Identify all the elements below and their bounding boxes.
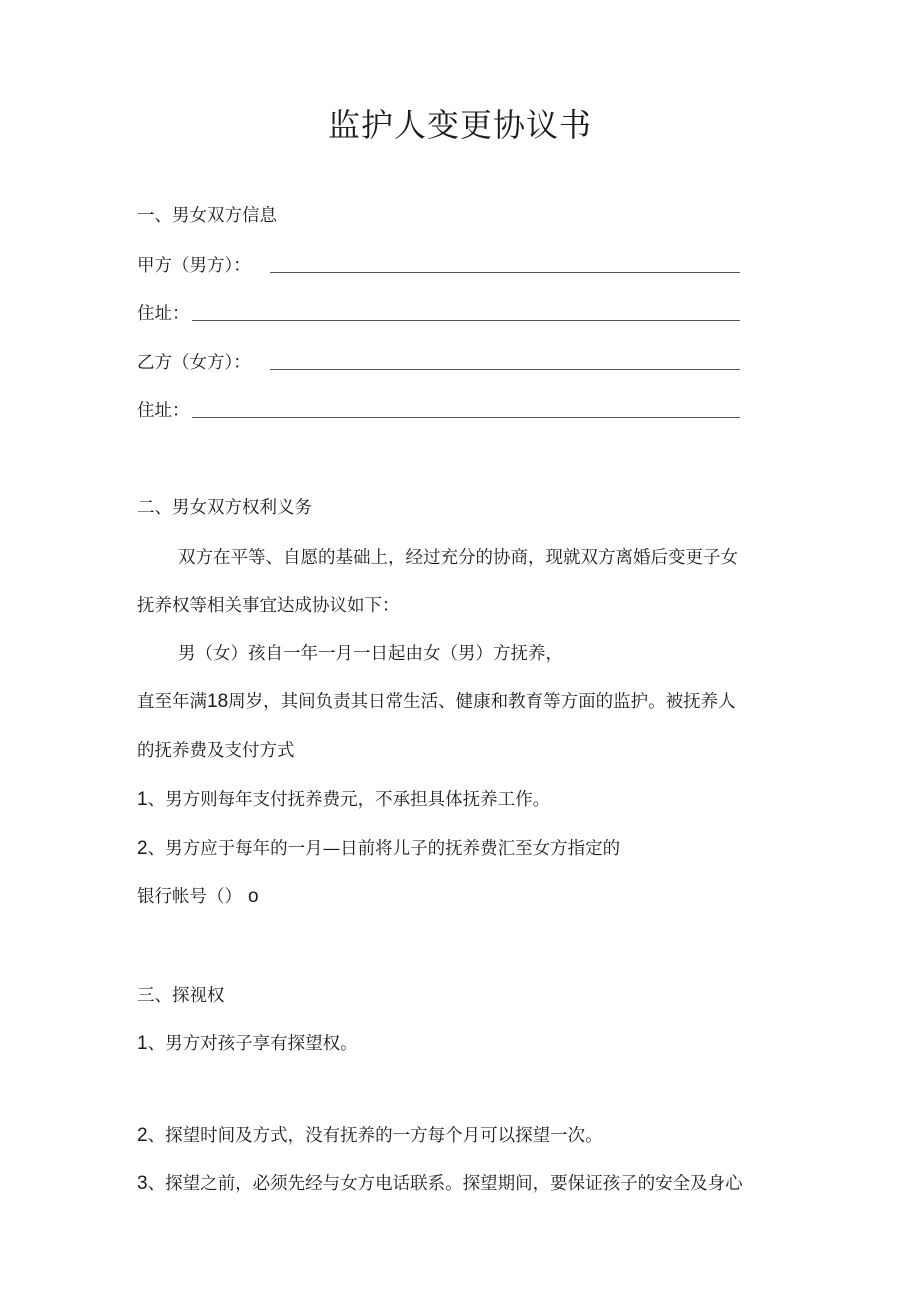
- section2-heading: 二、男女双方权利义务: [137, 498, 312, 518]
- address-a-label: 住址：: [137, 304, 190, 324]
- list-item: [137, 788, 550, 812]
- item-number: 3: [137, 1173, 148, 1194]
- item-number: 2: [137, 838, 148, 859]
- paragraph-line: [137, 690, 736, 714]
- text-span: 直至年满: [137, 692, 207, 712]
- paragraph-line: 双方在平等、自愿的基础上，经过充分的协商，现就双方离婚后变更子女: [178, 548, 738, 568]
- section1-heading: 一、男女双方信息: [137, 206, 277, 226]
- paragraph-line: 男（女）孩自一年一月一日起由女（男）方抚养，: [178, 644, 563, 664]
- party-b-blank-line: [270, 369, 740, 370]
- text-span: o: [248, 886, 259, 907]
- paragraph-line: [137, 885, 259, 909]
- paragraph-line: 的抚养费及支付方式: [137, 741, 295, 761]
- address-b-label: 住址：: [137, 401, 190, 421]
- text-span: 周岁，其间负责其日常生活、健康和教育等方面的监护。被抚养人: [228, 692, 736, 712]
- party-a-blank-line: [270, 272, 740, 273]
- list-item: [137, 1032, 358, 1056]
- item-text: 、探望之前，必须先经与女方电话联系。探望期间，要保证孩子的安全及身心: [147, 1174, 743, 1194]
- list-item: [137, 1172, 743, 1196]
- paragraph-line: 抚养权等相关事宜达成协议如下：: [137, 596, 400, 616]
- item-text: 、男方应于每年的一月—日前将儿子的抚养费汇至女方指定的: [147, 839, 621, 859]
- item-text: 、男方则每年支付抚养费元，不承担具体抚养工作。: [147, 790, 551, 810]
- party-b-label: 乙方（女方）：: [137, 353, 251, 373]
- section3-heading: 三、探视权: [137, 986, 225, 1006]
- item-number: 1: [137, 789, 148, 810]
- party-a-label: 甲方（男方）：: [137, 256, 251, 276]
- age-number: 18: [207, 691, 229, 712]
- document-title: 监护人变更协议书: [327, 106, 592, 144]
- item-number: 1: [137, 1033, 148, 1054]
- list-item: [137, 837, 620, 861]
- text-span: 银行帐号（）: [137, 887, 242, 907]
- address-b-blank-line: [192, 417, 740, 418]
- list-item: [137, 1124, 603, 1148]
- item-text: 、男方对孩子享有探望权。: [147, 1034, 358, 1054]
- item-number: 2: [137, 1125, 148, 1146]
- item-text: 、探望时间及方式，没有抚养的一方每个月可以探望一次。: [147, 1126, 603, 1146]
- address-a-blank-line: [192, 320, 740, 321]
